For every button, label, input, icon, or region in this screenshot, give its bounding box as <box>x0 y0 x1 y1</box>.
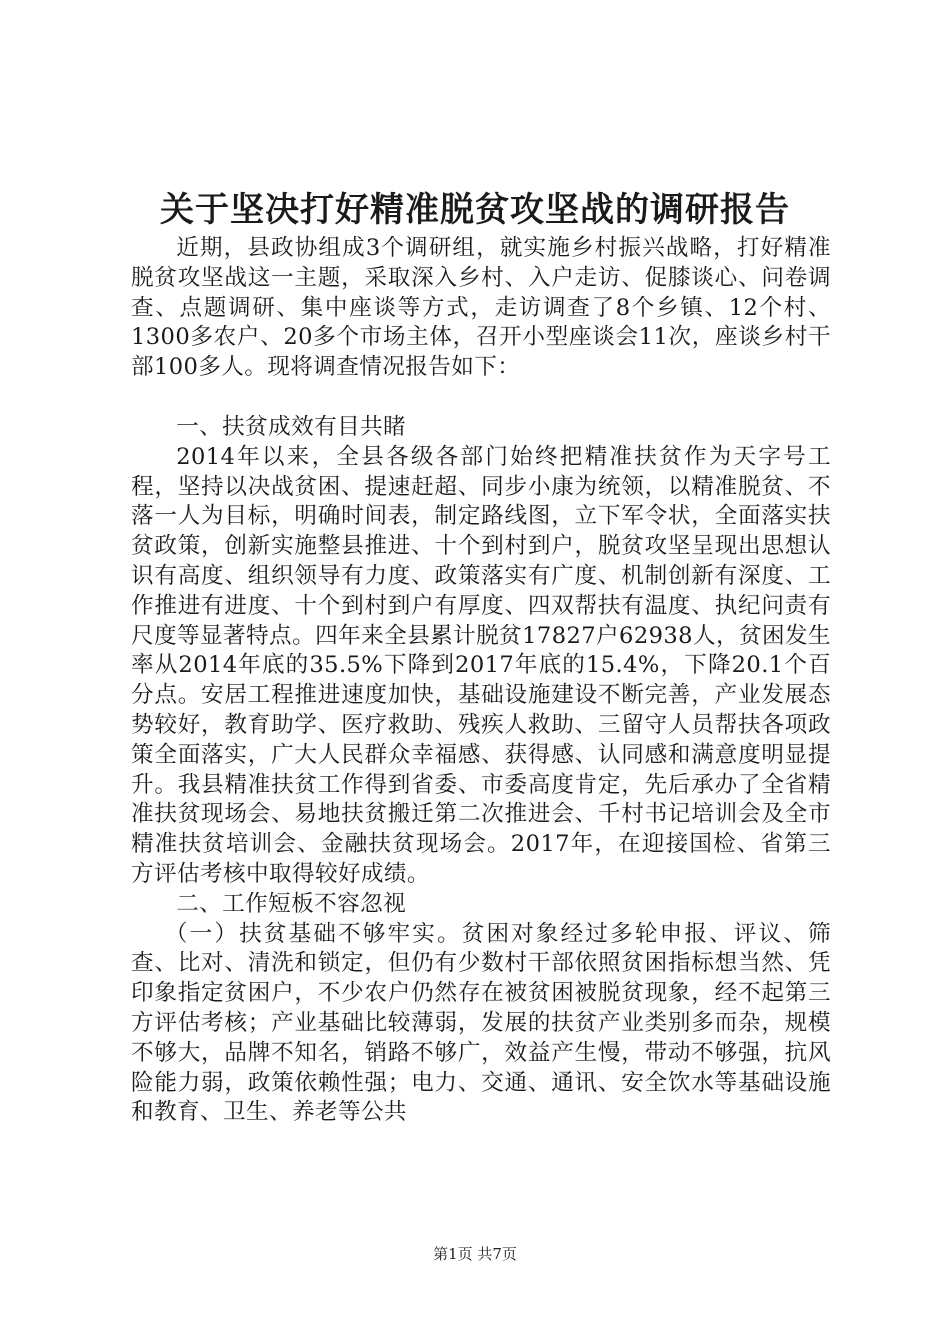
page-footer: 第1页 共7页 <box>433 1245 517 1263</box>
section-1-paragraph: 2014年以来，全县各级各部门始终把精准扶贫作为天字号工程，坚持以决战贫困、提速赶超、同步小康为统领，以精准脱贫、不落一人为目标，明确时间表，制定路线图，立下军令状，全面落实扶贫政策，创新实施整县推进、十个到村到户，脱贫攻坚呈现出思想认识有高度、组织领导有力度、政策落实有广度、机制创新有深度、工作推进有进度、十个到村到户有厚度、四双帮扶有温度、执纪问责有尺度等显著特点。四年来全县累计脱贫17827户62938人，贫困发生率从2014年底的35.5%下降到2017年底的15.4%，下降20.1个百分点。安居工程推进速度加快，基础设施建设不断完善，产业发展态势较好，教育助学、医疗救助、残疾人救助、三留守人员帮扶各项政策全面落实，广大人民群众幸福感、获得感、认同感和满意度明显提升。我县精准扶贫工作得到省委、市委高度肯定，先后承办了全省精准扶贫现场会、易地扶贫搬迁第二次推进会、千村书记培训会及全市精准扶贫培训会、金融扶贫现场会。2017年，在迎接国检、省第三方评估考核中取得较好成绩。 <box>131 443 831 887</box>
document-body <box>131 234 831 1128</box>
section-2-heading: 二、工作短板不容忽视 <box>176 890 407 917</box>
section-2-paragraph: （一）扶贫基础不够牢实。贫困对象经过多轮申报、评议、筛查、比对、清洗和锁定，但仍有少数村干部依照贫困指标想当然、凭印象指定贫困户，不少农户仍然存在被贫困被脱贫现象，经不起第三方评估考核；产业基础比较薄弱，发展的扶贫产业类别多而杂，规模不够大，品牌不知名，销路不够广，效益产生慢，带动不够强，抗风险能力弱，政策依赖性强；电力、交通、通讯、安全饮水等基础设施和教育、卫生、养老等公共 <box>131 920 831 1126</box>
section-1-heading: 一、扶贫成效有目共睹 <box>176 413 407 440</box>
paragraph-spacer <box>131 383 831 413</box>
document-title: 关于坚决打好精准脱贫攻坚战的调研报告 <box>160 190 790 230</box>
intro-paragraph: 近期，县政协组成3个调研组，就实施乡村振兴战略，打好精准脱贫攻坚战这一主题，采取深入乡村、入户走访、促膝谈心、问卷调查、点题调研、集中座谈等方式，走访调查了8个乡镇、12个村、1300多农户、20多个市场主体，召开小型座谈会11次，座谈乡村干部100多人。现将调查情况报告如下： <box>131 235 831 381</box>
